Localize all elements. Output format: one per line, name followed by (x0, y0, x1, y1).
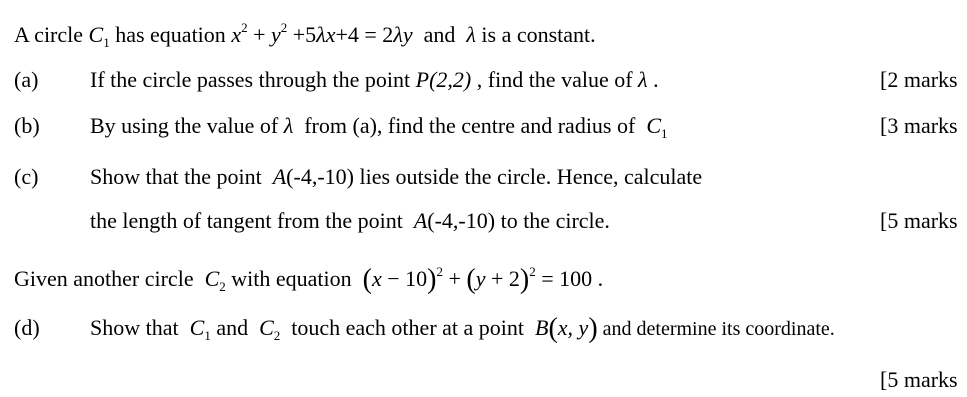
part-b-label: (b) (14, 113, 40, 138)
part-c-text-1: Show that the point A(-4,-10) lies outside the circle. Hence, calculate (90, 164, 703, 189)
part-d-text: Show that $C_1$ and $C_2$ touch each other at a point B(x, y) and determine its coordinate. (90, 313, 835, 344)
part-c-text-2: the length of tangent from the point A(-4,-10) to the circle. (90, 208, 610, 233)
part-d-marks: [5 marks (880, 367, 958, 392)
part-a-label: (a) (14, 67, 39, 92)
part-b-marks: [3 marks (880, 113, 958, 138)
given-text: Given another circle $C_2$ with equation $(x - 10)^2 + (y + 2)^2 = 100$ . (14, 264, 604, 295)
part-b-text: By using the value of λ from (a), find the centre and radius of $C_1$ (90, 113, 668, 141)
part-a-marks: [2 marks (880, 67, 958, 92)
part-a-text: If the circle passes through the point P(2,2) , find the value of λ . (90, 67, 659, 92)
part-c-marks: [5 marks (880, 208, 958, 233)
intro-text: A circle $C_1$ has equation $x^2 + y^2 +5\lambda x+4 = 2\lambda y$ and λ is a constant. (14, 20, 596, 50)
part-c-label: (c) (14, 164, 39, 189)
part-d-label: (d) (14, 315, 40, 340)
